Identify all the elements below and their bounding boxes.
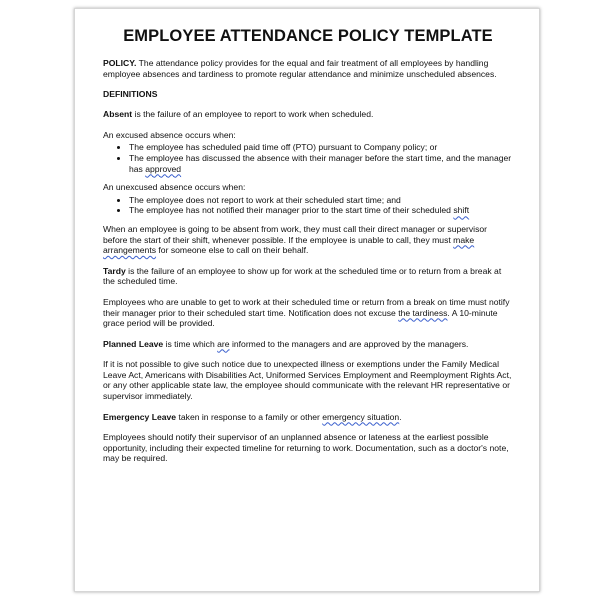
list-item	[129, 205, 513, 216]
absence-call-paragraph	[103, 224, 513, 256]
emergency-leave-term: Emergency Leave	[103, 411, 177, 422]
tardy-definition	[103, 266, 513, 287]
tardy-paragraph	[103, 297, 513, 329]
policy-paragraph	[103, 58, 513, 79]
unexcused-list	[103, 195, 513, 216]
paragraph-text: is time which	[163, 338, 218, 349]
list-item-text: The employee has not notified their manager prior to the start time of their scheduled	[129, 205, 454, 216]
planned-leave-definition	[103, 339, 513, 350]
notice-paragraph: If it is not possible to give such notice due to unexpected illness or exemptions under the Family Medical Leave Act, Americans with Disabilities Act, Uniformed Services Employment and Reemployment Rights Act, or any other applicable state law, the employee should communicate with the relevant HR representative or supervisor immediately.	[103, 359, 512, 402]
grammar-flag[interactable]: shift	[453, 205, 470, 216]
grammar-flag[interactable]: are	[217, 338, 230, 349]
paragraph-text: . A 10-minute grace period will be provided.	[103, 307, 498, 329]
paragraph-text: for someone else to call on their behalf.	[156, 245, 309, 256]
paragraph-text: When an employee is going to be absent from work, they must call their direct manager or supervisor before the start of their shift, whenever possible. If the employee is unable to call, they must	[103, 223, 488, 245]
paragraph-text: Employees who are unable to get to work at their scheduled time or return from a break on time must notify their manager prior to their scheduled start time. Notification does not excuse	[103, 296, 510, 318]
tardy-term: Tardy	[103, 265, 126, 276]
policy-label: POLICY.	[103, 58, 137, 68]
paragraph-text: informed to the managers and are approved by the managers.	[229, 338, 469, 349]
grammar-flag[interactable]: emergency situation	[322, 411, 400, 422]
absent-text: is the failure of an employee to report to work when scheduled.	[132, 109, 374, 120]
absent-term: Absent	[103, 109, 133, 120]
definitions-heading: DEFINITIONS	[103, 89, 158, 100]
grammar-flag[interactable]: the tardiness	[398, 307, 448, 318]
planned-leave-term: Planned Leave	[103, 338, 164, 349]
excused-list	[103, 142, 513, 174]
paragraph-text: .	[399, 411, 402, 422]
document-title: EMPLOYEE ATTENDANCE POLICY TEMPLATE	[123, 27, 493, 45]
paragraph-text: taken in response to a family or other	[176, 411, 323, 422]
list-item-text: The employee has discussed the absence with their manager before the start time, and the manager has	[129, 152, 512, 174]
grammar-flag[interactable]: approved	[145, 163, 182, 174]
grammar-flag[interactable]: make arrangements	[103, 234, 475, 256]
list-item	[129, 153, 513, 174]
list-item: • The employee has scheduled paid time off (PTO) pursuant to Company policy; or	[129, 142, 513, 153]
document-page	[74, 8, 540, 592]
tardy-text: is the failure of an employee to show up for work at the scheduled time or to return from a break at the scheduled time.	[103, 265, 502, 287]
unexcused-intro: An unexcused absence occurs when:	[103, 182, 246, 193]
absent-definition	[103, 109, 513, 120]
excused-intro: An excused absence occurs when:	[103, 129, 236, 140]
policy-text: The attendance policy provides for the equal and fair treatment of all employees by handling employee absences and tardiness to promote regular attendance and minimize unscheduled absences.	[103, 58, 497, 79]
emergency-leave-definition	[103, 412, 513, 423]
list-item: • The employee does not report to work at their scheduled start time; and	[129, 195, 513, 206]
final-paragraph: Employees should notify their supervisor of an unplanned absence or lateness at the earliest possible opportunity, including their expected timeline for returning to work. Documentation, such as a doctor's note, may be required.	[103, 432, 509, 464]
